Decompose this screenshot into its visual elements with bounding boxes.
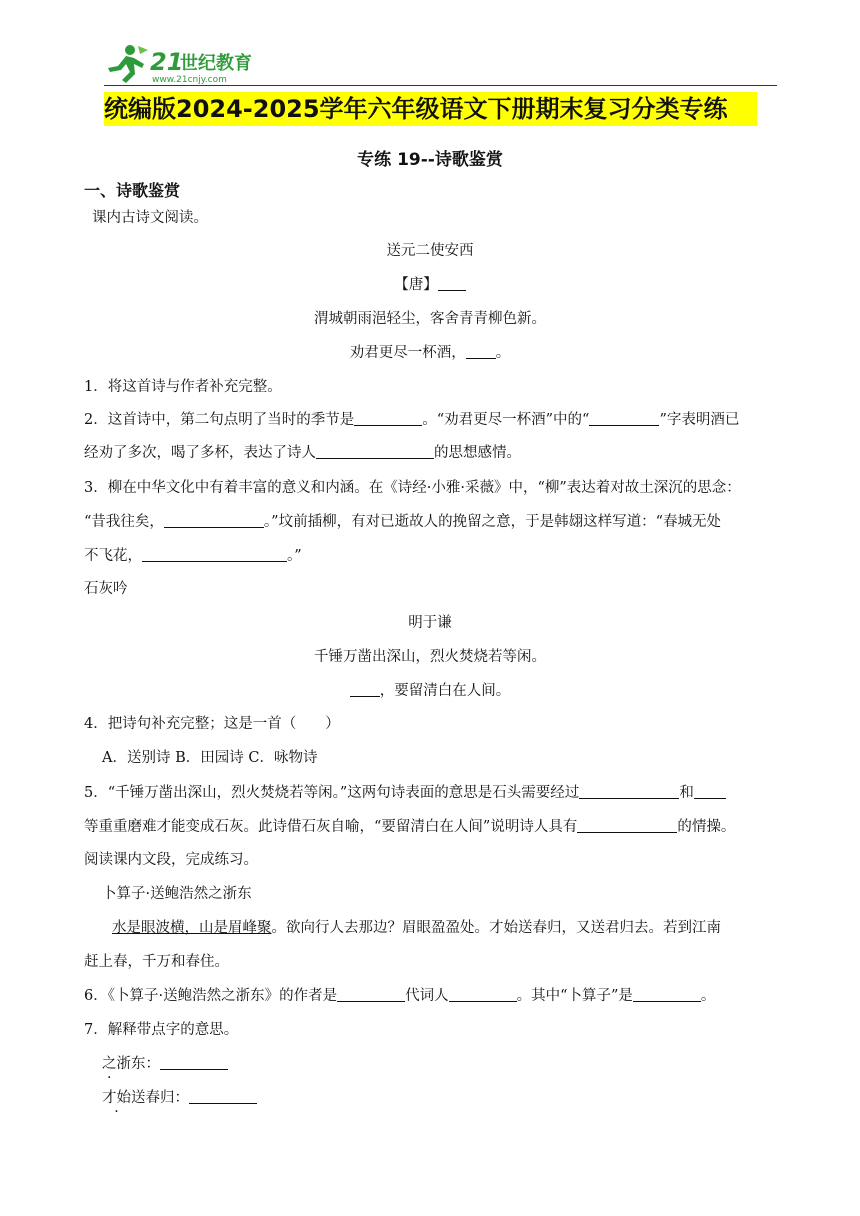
q5-blank-3[interactable] [577,818,677,833]
question-7: 7．解释带点字的意思。 [84,1022,239,1038]
q6-blank-3[interactable] [633,987,701,1002]
q6-text-d: 。 [700,988,716,1004]
poem1-line2 [0,342,860,364]
q5-text-c: 等重重磨难才能变成石灰。此诗借石灰自喻，“要留清白在人间”说明诗人具有 [84,819,578,835]
q3-text-c: 。”坟前插柳，有对已逝故人的挽留之意，于是韩翃这样写道：“春城无处 [263,514,721,530]
poem1-line2-end: 。 [495,345,511,361]
question-4: 4．把诗句补充完整；这是一首（ ） [84,716,340,732]
q5-text-d: 的情操。 [677,819,736,835]
poem2-title: 石灰吟 [84,581,128,597]
poem1-author [0,274,860,296]
question-2-line2 [84,442,521,464]
q2-text-d: 经劝了多次，喝了多杯，表达了诗人 [84,445,316,461]
intro-text: 课内古诗文阅读。 [92,210,208,226]
q2-text-b: 。“劝君更尽一杯酒”中的“ [422,412,590,428]
q5-text-a: 5．“千锤万凿出深山，烈火焚烧若等闲。”这两句诗表面的意思是石头需要经过 [84,785,580,801]
poem1-dynasty: 【唐】 [394,277,438,293]
q6-blank-2[interactable] [449,987,517,1002]
q2-text-a: 2．这首诗中，第二句点明了当时的季节是 [84,412,355,428]
poem2-line-blank[interactable] [350,682,380,697]
poem3-rest: 。欲向行人去那边？眉眼盈盈处。才始送春归，又送君归去。若到江南 [271,920,721,936]
q6-text-a: 6．《卜算子·送鲍浩然之浙东》的作者是 [84,988,338,1004]
banner-title: 统编版2024-2025学年六年级语文下册期末复习分类专练 [104,92,757,126]
poem1-line1: 渭城朝雨浥轻尘，客舍青青柳色新。 [314,311,546,327]
q7-item-1-rest: 浙东： [116,1056,160,1072]
poem3-line2: 赶上春，千万和春住。 [84,954,229,970]
question-2-line1 [84,409,739,431]
question-3-line2 [84,511,721,533]
q3-blank-1[interactable] [164,513,264,528]
svg-text:21: 21 [150,48,184,76]
question-3-line1: 3．柳在中华文化中有着丰富的意义和内涵。在《诗经·小雅·采薇》中，“柳”表达着对故土深沉的思念： [84,480,741,496]
q5-blank-2[interactable] [694,784,726,799]
poem1-title: 送元二使安西 [386,243,474,259]
q3-text-b: “昔我往矣， [84,514,164,530]
q7-item-2 [102,1087,257,1109]
q2-blank-feeling[interactable] [316,444,434,459]
poem3-line1 [112,917,721,939]
q7-item-2-dotted: 才始 [102,1090,131,1106]
q3-text-e: 。” [287,548,302,564]
q5-blank-1[interactable] [579,784,679,799]
logo-text: 世纪教育 [180,53,252,74]
q6-text-c: 。其中“卜算子”是 [516,988,633,1004]
q2-text-e: 的思想感情。 [434,445,521,461]
poem3-title: 卜算子·送鲍浩然之浙东 [102,886,252,902]
header-rule [104,85,777,86]
author-blank[interactable] [438,276,466,291]
poem1-line-blank[interactable] [466,344,496,359]
q7-blank-1[interactable] [160,1055,228,1070]
q3-blank-2[interactable] [142,547,287,562]
poem2-line1: 千锤万凿出深山，烈火焚烧若等闲。 [314,649,546,665]
question-3-line3 [84,545,302,567]
poem1-line2-text: 劝君更尽一杯酒， [349,345,466,361]
question-5-line1 [84,782,726,804]
q2-blank-season[interactable] [354,411,422,426]
q7-item-1 [102,1053,228,1075]
q2-blank-word[interactable] [589,411,659,426]
q7-item-1-dotted: 之 [102,1056,117,1072]
q5-text-b: 和 [679,785,694,801]
question-6 [84,985,715,1007]
q6-blank-1[interactable] [337,987,405,1002]
subtitle: 专练 19--诗歌鉴赏 [357,150,503,170]
poem2-line2-text: ，要留清白在人间。 [379,683,511,699]
logo [104,42,274,86]
poem2-line2 [0,680,860,702]
logo-sub: www.21cnjy.com [152,75,227,85]
question-4-options: A．送别诗 B．田园诗 C．咏物诗 [102,750,318,766]
question-5-line2 [84,816,735,838]
runner-logo-icon [104,42,274,86]
q6-text-b: 代词人 [405,988,449,1004]
reading-intro: 阅读课内文段，完成练习。 [84,852,258,868]
q7-item-2-rest: 送春归： [131,1090,189,1106]
q7-blank-2[interactable] [189,1089,257,1104]
question-1: 1．将这首诗与作者补充完整。 [84,379,282,395]
section-heading: 一、诗歌鉴赏 [84,181,181,200]
q3-text-d: 不飞花， [84,548,142,564]
poem2-author: 明于谦 [408,615,452,631]
poem3-underlined: 水是眼波横，山是眉峰聚 [112,920,272,936]
q2-text-c: ”字表明酒已 [659,412,740,428]
